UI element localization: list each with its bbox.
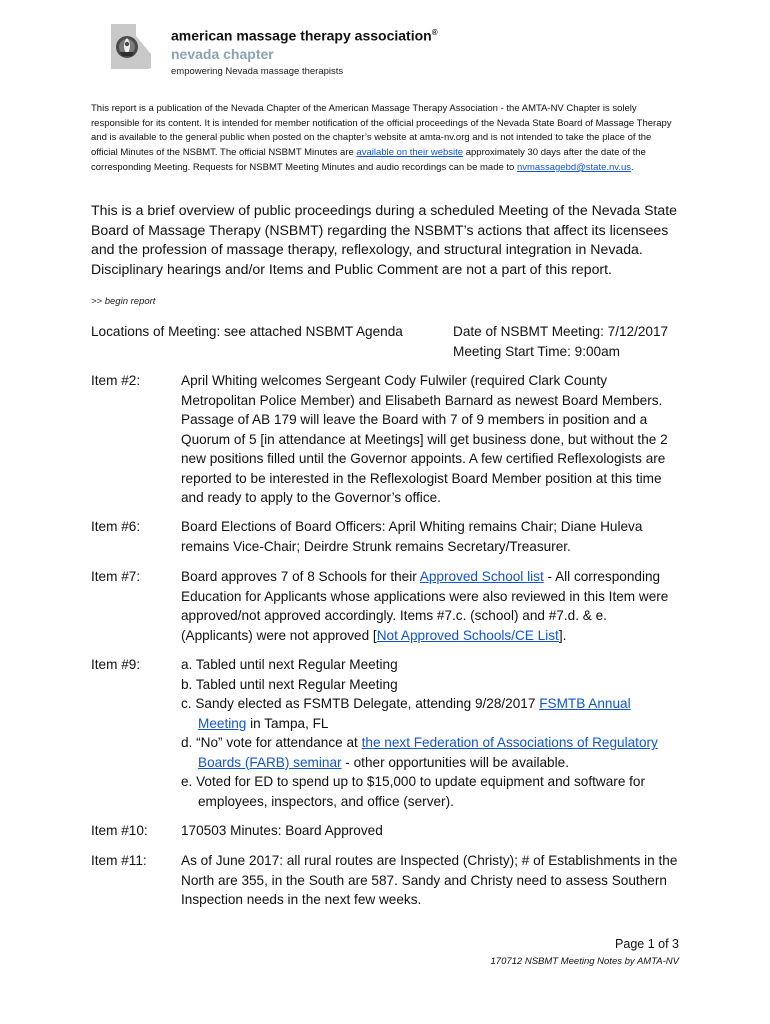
page-number: Page 1 of 3 [615, 937, 679, 951]
nsbmt-email-link[interactable]: nvmassagebd@state.nv.us [516, 161, 632, 173]
registered-mark: ® [431, 28, 438, 37]
org-name: american massage therapy association® [171, 27, 438, 44]
item-6-label: Item #6: [91, 519, 141, 534]
item-7-label: Item #7: [91, 569, 141, 584]
item-11-text: As of June 2017: all rural routes are Inspected (Christy); # of Establishments in the North are 355, in the South are 587. Sandy and Christy need to assess Southern Inspection needs in the next few weeks. [181, 853, 678, 907]
meeting-date: Date of NSBMT Meeting: 7/12/2017 [453, 324, 669, 339]
item-2-text: April Whiting welcomes Sergeant Cody Fulwiler (required Clark County Metropolitan Police Member) and Elisabeth Barnard as newest Board Members. Passage of AB 179 will leave the Board with 7 of 9 members in position and a Quorum of 5 [in attendance at Meetings] will get business done, but without the 2 new positions filled until the Governor appoints. A few certified Reflexologists are reported to be interested in the Reflexologist Board Member position at this time and ready to apply to the Governor’s office. [181, 373, 668, 505]
tagline: empowering Nevada massage therapists [171, 65, 344, 77]
item-7-text: Board approves 7 of 8 Schools for their Approved School list - All corresponding Education for Applicants whose applications were also reviewed in this Item were approved/not approved accordingly. Items #7.c. (school) and #7.d. & e. (Applicants) were not approved [Not Approved Schools/CE List]. [181, 569, 669, 643]
header [171, 24, 438, 79]
meeting-location: Locations of Meeting: see attached NSBMT Agenda [91, 324, 403, 339]
meeting-date-time [453, 322, 668, 361]
item-9-label: Item #9: [91, 657, 141, 672]
item-9-list [181, 655, 681, 811]
nevada-state-logo-icon [108, 22, 154, 70]
approved-school-list-link[interactable]: Approved School list [419, 569, 544, 584]
footer-note: 170712 NSBMT Meeting Notes by AMTA-NV [490, 956, 679, 967]
item-10-text: 170503 Minutes: Board Approved [181, 823, 383, 838]
chapter-name: nevada chapter [171, 45, 274, 62]
item-9-e: e. Voted for ED to spend up to $15,000 to update equipment and software for employees, inspectors, and office (server). [181, 774, 646, 809]
farb-seminar-link[interactable]: the next Federation of Associations of Regulatory [361, 735, 658, 750]
fsmtb-annual-meeting-link-cont[interactable]: Meeting [198, 715, 247, 731]
disclaimer-paragraph: This report is a publication of the Nevada Chapter of the American Massage Therapy Association - the AMTA-NV Chapter is solely responsible for its content. It is intended for member notification of the official proceedings of the Nevada State Board of Massage Therapy and is available to the general public when posted on the chapter’s website at amta-nv.org and is not intended to take the place of the official Minutes of the NSBMT. The official NSBMT Minutes are available on their website approximately 30 days after the date of the corresponding Meeting. Requests for NSBMT Meeting Minutes and audio recordings can be made to nvmassagebd@state.nv.us. [91, 103, 672, 173]
item-2-label: Item #2: [91, 373, 141, 388]
item-9-b: b. Tabled until next Regular Meeting [181, 676, 398, 692]
farb-seminar-link-cont[interactable]: Boards (FARB) seminar [198, 754, 342, 770]
begin-report-marker: >> begin report [91, 296, 156, 307]
item-11-label: Item #11: [91, 853, 147, 868]
meeting-start-time: Meeting Start Time: 9:00am [453, 343, 620, 359]
item-10-label: Item #10: [91, 823, 148, 838]
intro-paragraph: This is a brief overview of public proceedings during a scheduled Meeting of the Nevada State Board of Massage Therapy (NSBMT) regarding the NSBMT’s actions that affect its licensees and the profession of massage therapy, reflexology, and structural integration in Nevada. Disciplinary hearings and/or Items and Public Comment are not a part of this report. [91, 202, 678, 277]
not-approved-schools-link[interactable]: Not Approved Schools/CE List [376, 627, 559, 643]
fsmtb-annual-meeting-link[interactable]: FSMTB Annual [539, 696, 631, 711]
amta-nevada-logo [108, 22, 154, 70]
item-9-a: a. Tabled until next Regular Meeting [181, 657, 398, 672]
item-6-text: Board Elections of Board Officers: April Whiting remains Chair; Diane Huleva remains Vice-Chair; Deirdre Strunk remains Secretary/Treasurer. [181, 519, 643, 554]
nsbmt-website-link[interactable]: available on their website [356, 147, 464, 159]
item-9-d: d. “No” vote for attendance at the next Federation of Associations of Regulatory Boards (FARB) seminar - other opportunities will be available. [181, 735, 658, 770]
item-9-c: c. Sandy elected as FSMTB Delegate, attending 9/28/2017 FSMTB Annual Meeting in Tampa, FL [181, 696, 631, 731]
